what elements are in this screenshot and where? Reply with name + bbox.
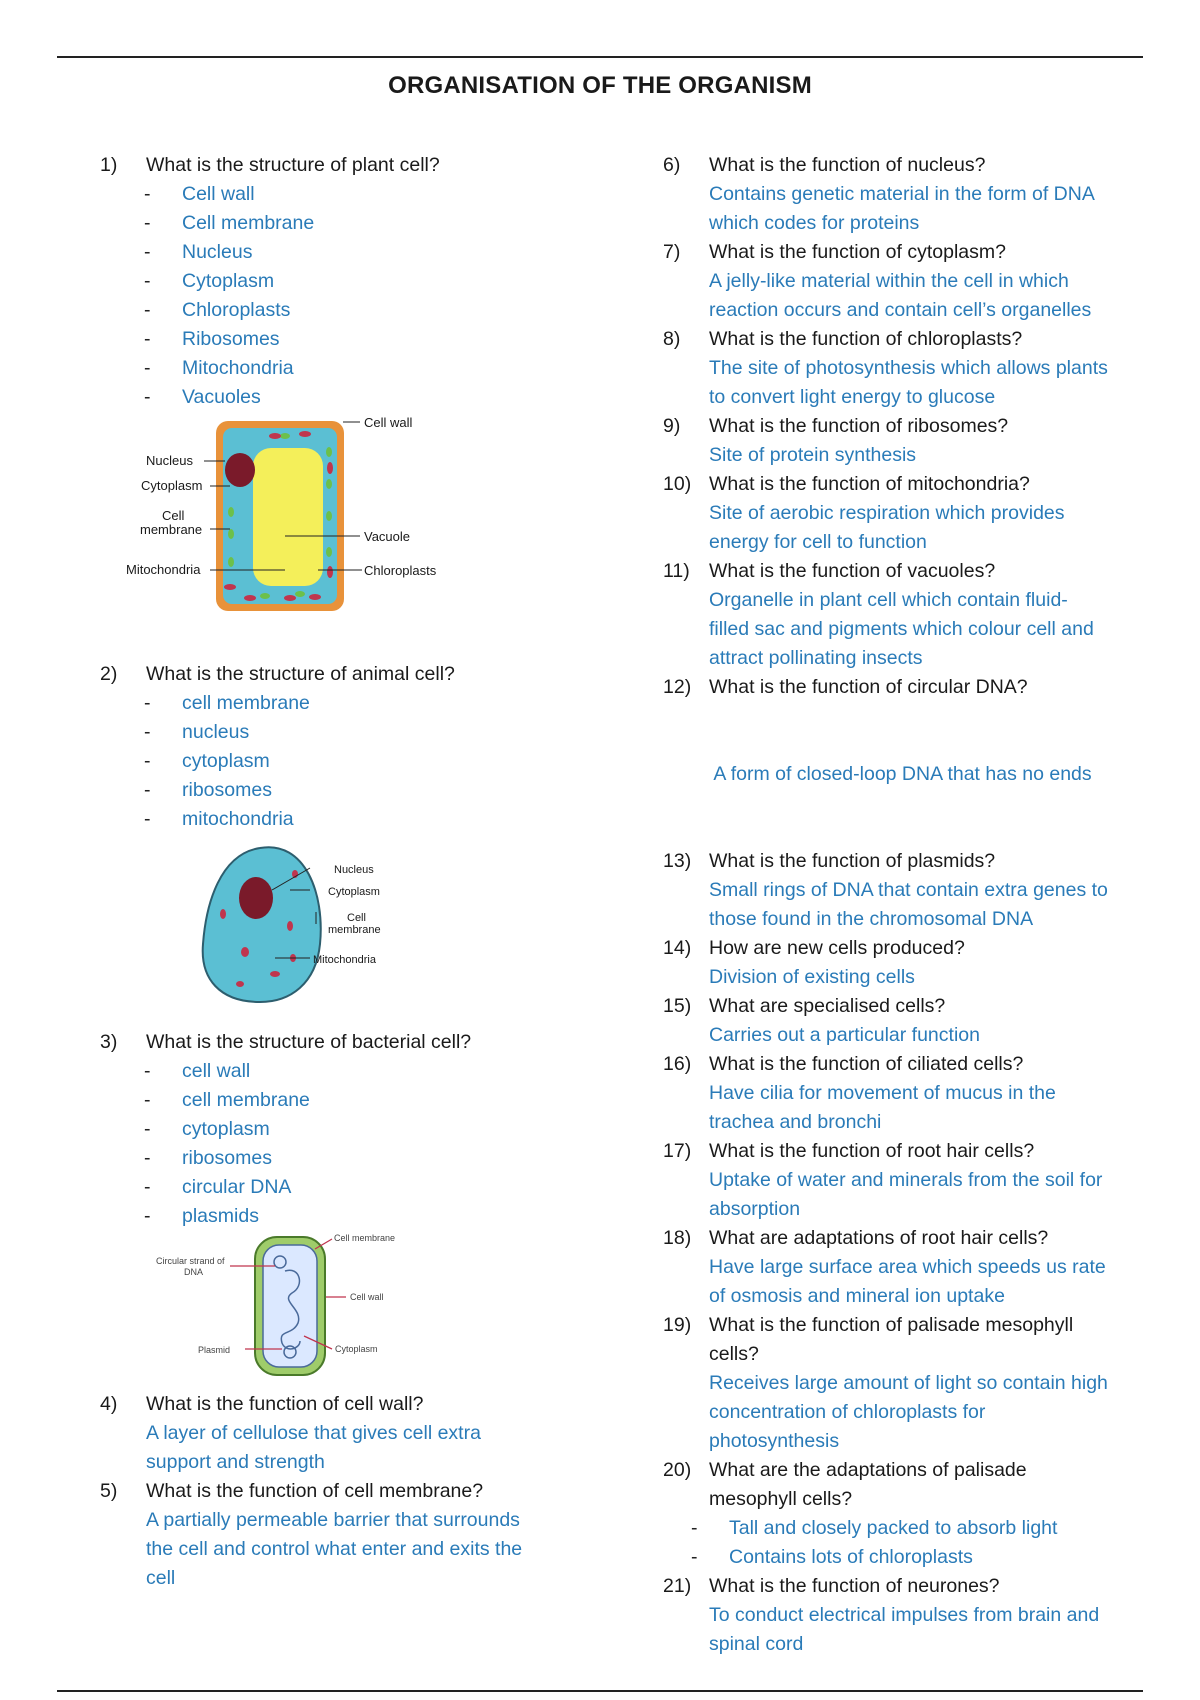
animal-nucleus-shape xyxy=(239,877,273,919)
question-19-continued xyxy=(663,1340,1143,1369)
answer-10 xyxy=(663,499,1143,557)
question-text: What is the function of vacuoles? xyxy=(709,560,996,582)
answer-13 xyxy=(663,876,1143,934)
answer-6 xyxy=(663,180,1143,238)
list-item: - ribosomes xyxy=(100,776,580,805)
label-bacterial-wall: Cell wall xyxy=(350,1292,384,1302)
question-text: What is the function of circular DNA? xyxy=(709,676,1028,698)
answer-line: reaction occurs and contain cell’s organelles xyxy=(709,299,1092,321)
question-number: 11) xyxy=(663,560,690,582)
list-item: - Tall and closely packed to absorb light xyxy=(663,1514,1143,1543)
question-number: 3) xyxy=(100,1031,118,1053)
label-vacuole: Vacuole xyxy=(364,529,411,544)
answer-7 xyxy=(663,267,1143,325)
bacterial-cell-structure-list xyxy=(100,1057,580,1231)
question-text: What is the function of cell membrane? xyxy=(146,1480,484,1502)
question-number: 19) xyxy=(663,1314,692,1336)
answer-line: concentration of chloroplasts for xyxy=(709,1401,986,1423)
question-number: 16) xyxy=(663,1053,692,1075)
question-number: 2) xyxy=(100,663,118,685)
question-number: 6) xyxy=(663,154,681,176)
plant-cell-structure-list xyxy=(100,180,580,412)
question-text: What is the structure of bacterial cell? xyxy=(146,1031,472,1053)
question-text: What is the function of palisade mesophyll xyxy=(709,1314,1074,1336)
list-item: - plasmids xyxy=(100,1202,580,1231)
question-number: 10) xyxy=(663,473,692,495)
answer-line: Have cilia for movement of mucus in the xyxy=(709,1082,1056,1104)
answer-15 xyxy=(663,1021,1143,1050)
animal-cell-diagram xyxy=(100,834,580,1014)
question-text: What is the function of cell wall? xyxy=(146,1393,424,1415)
list-item: - mitochondria xyxy=(100,805,580,834)
label-cell: Cell xyxy=(162,508,185,523)
label-animal-mitochondria: Mitochondria xyxy=(313,954,376,966)
question-11 xyxy=(663,557,1143,586)
question-text: What is the function of nucleus? xyxy=(709,154,986,176)
label-membrane: membrane xyxy=(140,522,203,537)
answer-17 xyxy=(663,1166,1143,1224)
label-animal-cell: Cell xyxy=(347,912,366,924)
question-number: 4) xyxy=(100,1393,118,1415)
answer-8 xyxy=(663,354,1143,412)
answer-12 xyxy=(663,702,1143,847)
list-item: - cell membrane xyxy=(100,689,580,718)
answer-18 xyxy=(663,1253,1143,1311)
bottom-rule xyxy=(57,1690,1143,1692)
label-bacterial-cytoplasm: Cytoplasm xyxy=(335,1344,378,1354)
question-number: 12) xyxy=(663,676,692,698)
label-cell-wall: Cell wall xyxy=(364,415,413,430)
question-number: 7) xyxy=(663,241,681,263)
list-item: - cell wall xyxy=(100,1057,580,1086)
question-5 xyxy=(100,1477,580,1506)
answer-line: Carries out a particular function xyxy=(709,1024,980,1046)
answer-line: Site of aerobic respiration which provides xyxy=(709,502,1065,524)
question-17 xyxy=(663,1137,1143,1166)
answer-line: the cell and control what enter and exits the xyxy=(146,1538,523,1560)
list-item: - circular DNA xyxy=(100,1173,580,1202)
question-text: What is the function of plasmids? xyxy=(709,850,996,872)
answer-11 xyxy=(663,586,1143,673)
label-animal-cytoplasm: Cytoplasm xyxy=(328,886,380,898)
animal-cell-structure-list xyxy=(100,689,580,834)
answer-5 xyxy=(100,1506,580,1593)
answer-16 xyxy=(663,1079,1143,1137)
question-4 xyxy=(100,1390,580,1419)
animal-cell-shape xyxy=(203,847,321,1002)
question-text: What is the function of mitochondria? xyxy=(709,473,1030,495)
answer-line: A partially permeable barrier that surrounds xyxy=(146,1509,520,1531)
answer-line: filled sac and pigments which colour cell and xyxy=(709,618,1094,640)
question-12 xyxy=(663,673,1143,702)
label-dna: DNA xyxy=(184,1267,204,1277)
left-column xyxy=(100,151,580,1593)
answer-line: The site of photosynthesis which allows plants xyxy=(709,357,1108,379)
answer-line: trachea and bronchi xyxy=(709,1111,882,1133)
question-number: 5) xyxy=(100,1480,118,1502)
answer-line: A layer of cellulose that gives cell extra xyxy=(146,1422,481,1444)
question-text: What are specialised cells? xyxy=(709,995,946,1017)
question-number: 15) xyxy=(663,995,692,1017)
question-3 xyxy=(100,1028,580,1057)
list-item: - Cytoplasm xyxy=(100,267,580,296)
plant-cell-diagram xyxy=(100,412,580,642)
answer-line: absorption xyxy=(709,1198,801,1220)
question-21 xyxy=(663,1572,1143,1601)
question-text: What is the function of ribosomes? xyxy=(709,415,1009,437)
question-14 xyxy=(663,934,1143,963)
answer-14 xyxy=(663,963,1143,992)
answer-line: those found in the chromosomal DNA xyxy=(709,908,1034,930)
question-16 xyxy=(663,1050,1143,1079)
question-text: What is the structure of animal cell? xyxy=(146,663,455,685)
question-2 xyxy=(100,660,580,689)
list-item: - Ribosomes xyxy=(100,325,580,354)
label-animal-nucleus: Nucleus xyxy=(334,864,374,876)
question-number: 17) xyxy=(663,1140,692,1162)
answer-line: Have large surface area which speeds us rate xyxy=(709,1256,1106,1278)
list-item: - Mitochondria xyxy=(100,354,580,383)
question-15 xyxy=(663,992,1143,1021)
question-number: 1) xyxy=(100,154,118,176)
question-number: 9) xyxy=(663,415,681,437)
answer-line: support and strength xyxy=(146,1451,325,1473)
answer-line: energy for cell to function xyxy=(709,531,927,553)
label-circular-dna: Circular strand of xyxy=(156,1256,225,1266)
label-mitochondria: Mitochondria xyxy=(126,562,201,577)
right-column xyxy=(663,151,1143,1659)
answer-line: Small rings of DNA that contain extra genes to xyxy=(709,879,1108,901)
question-text: How are new cells produced? xyxy=(709,937,965,959)
answer-19 xyxy=(663,1369,1143,1456)
question-number: 13) xyxy=(663,850,692,872)
answer-line: spinal cord xyxy=(709,1633,804,1655)
answer-line: Receives large amount of light so contain high xyxy=(709,1372,1108,1394)
list-item: - Cell membrane xyxy=(100,209,580,238)
list-item: - Chloroplasts xyxy=(100,296,580,325)
question-text: What are the adaptations of palisade xyxy=(709,1459,1027,1481)
answer-line: of osmosis and mineral ion uptake xyxy=(709,1285,1005,1307)
question-text: What is the function of ciliated cells? xyxy=(709,1053,1024,1075)
answer-line: Organelle in plant cell which contain fluid- xyxy=(709,589,1068,611)
nucleus-shape xyxy=(225,453,255,487)
label-chloroplasts: Chloroplasts xyxy=(364,563,437,578)
question-7 xyxy=(663,238,1143,267)
list-item: - cytoplasm xyxy=(100,747,580,776)
list-item: - cell membrane xyxy=(100,1086,580,1115)
palisade-adaptations-list xyxy=(663,1514,1143,1572)
question-20 xyxy=(663,1456,1143,1485)
question-10 xyxy=(663,470,1143,499)
question-number: 14) xyxy=(663,937,692,959)
question-13 xyxy=(663,847,1143,876)
answer-4 xyxy=(100,1419,580,1477)
list-item: - Cell wall xyxy=(100,180,580,209)
question-number: 8) xyxy=(663,328,681,350)
question-6 xyxy=(663,151,1143,180)
answer-line: Uptake of water and minerals from the soil for xyxy=(709,1169,1103,1191)
answer-line: To conduct electrical impulses from brain and xyxy=(709,1604,1100,1626)
answer-line: which codes for proteins xyxy=(709,212,920,234)
list-item: - cytoplasm xyxy=(100,1115,580,1144)
answer-line: Contains genetic material in the form of DNA xyxy=(709,183,1095,205)
question-text: What is the function of root hair cells? xyxy=(709,1140,1035,1162)
page-title: ORGANISATION OF THE ORGANISM xyxy=(388,72,812,99)
question-number: 18) xyxy=(663,1227,692,1249)
question-text: What is the function of chloroplasts? xyxy=(709,328,1023,350)
question-number: 20) xyxy=(663,1459,692,1481)
label-nucleus: Nucleus xyxy=(146,453,193,468)
answer-line: Site of protein synthesis xyxy=(709,444,917,466)
top-rule xyxy=(57,56,1143,58)
answer-line: photosynthesis xyxy=(709,1430,840,1452)
answer-line: A form of closed-loop DNA that has no ends xyxy=(709,763,1092,785)
answer-9 xyxy=(663,441,1143,470)
label-plasmid: Plasmid xyxy=(198,1345,231,1355)
answer-line: Division of existing cells xyxy=(709,966,915,988)
vacuole-shape xyxy=(253,448,323,586)
list-item: - Nucleus xyxy=(100,238,580,267)
question-text: What is the function of neurones? xyxy=(709,1575,1000,1597)
bacterial-cell-diagram xyxy=(100,1231,580,1381)
list-item: - nucleus xyxy=(100,718,580,747)
question-text: mesophyll cells? xyxy=(709,1488,853,1510)
question-18 xyxy=(663,1224,1143,1253)
answer-line: A jelly-like material within the cell in which xyxy=(709,270,1069,292)
question-20-continued xyxy=(663,1485,1143,1514)
answer-21 xyxy=(663,1601,1143,1659)
answer-line: cell xyxy=(146,1567,176,1589)
question-text: What is the function of cytoplasm? xyxy=(709,241,1006,263)
question-1 xyxy=(100,151,580,180)
question-text: What are adaptations of root hair cells? xyxy=(709,1227,1049,1249)
answer-line: attract pollinating insects xyxy=(709,647,923,669)
question-19 xyxy=(663,1311,1143,1340)
list-item: - Vacuoles xyxy=(100,383,580,412)
label-animal-membrane: membrane xyxy=(328,924,381,936)
list-item: - ribosomes xyxy=(100,1144,580,1173)
question-8 xyxy=(663,325,1143,354)
answer-line: to convert light energy to glucose xyxy=(709,386,996,408)
label-bacterial-membrane: Cell membrane xyxy=(334,1233,396,1243)
list-item: - Contains lots of chloroplasts xyxy=(663,1543,1143,1572)
question-number: 21) xyxy=(663,1575,692,1597)
question-text: What is the structure of plant cell? xyxy=(146,154,440,176)
question-9 xyxy=(663,412,1143,441)
question-text: cells? xyxy=(709,1343,759,1365)
label-cytoplasm: Cytoplasm xyxy=(141,478,203,493)
